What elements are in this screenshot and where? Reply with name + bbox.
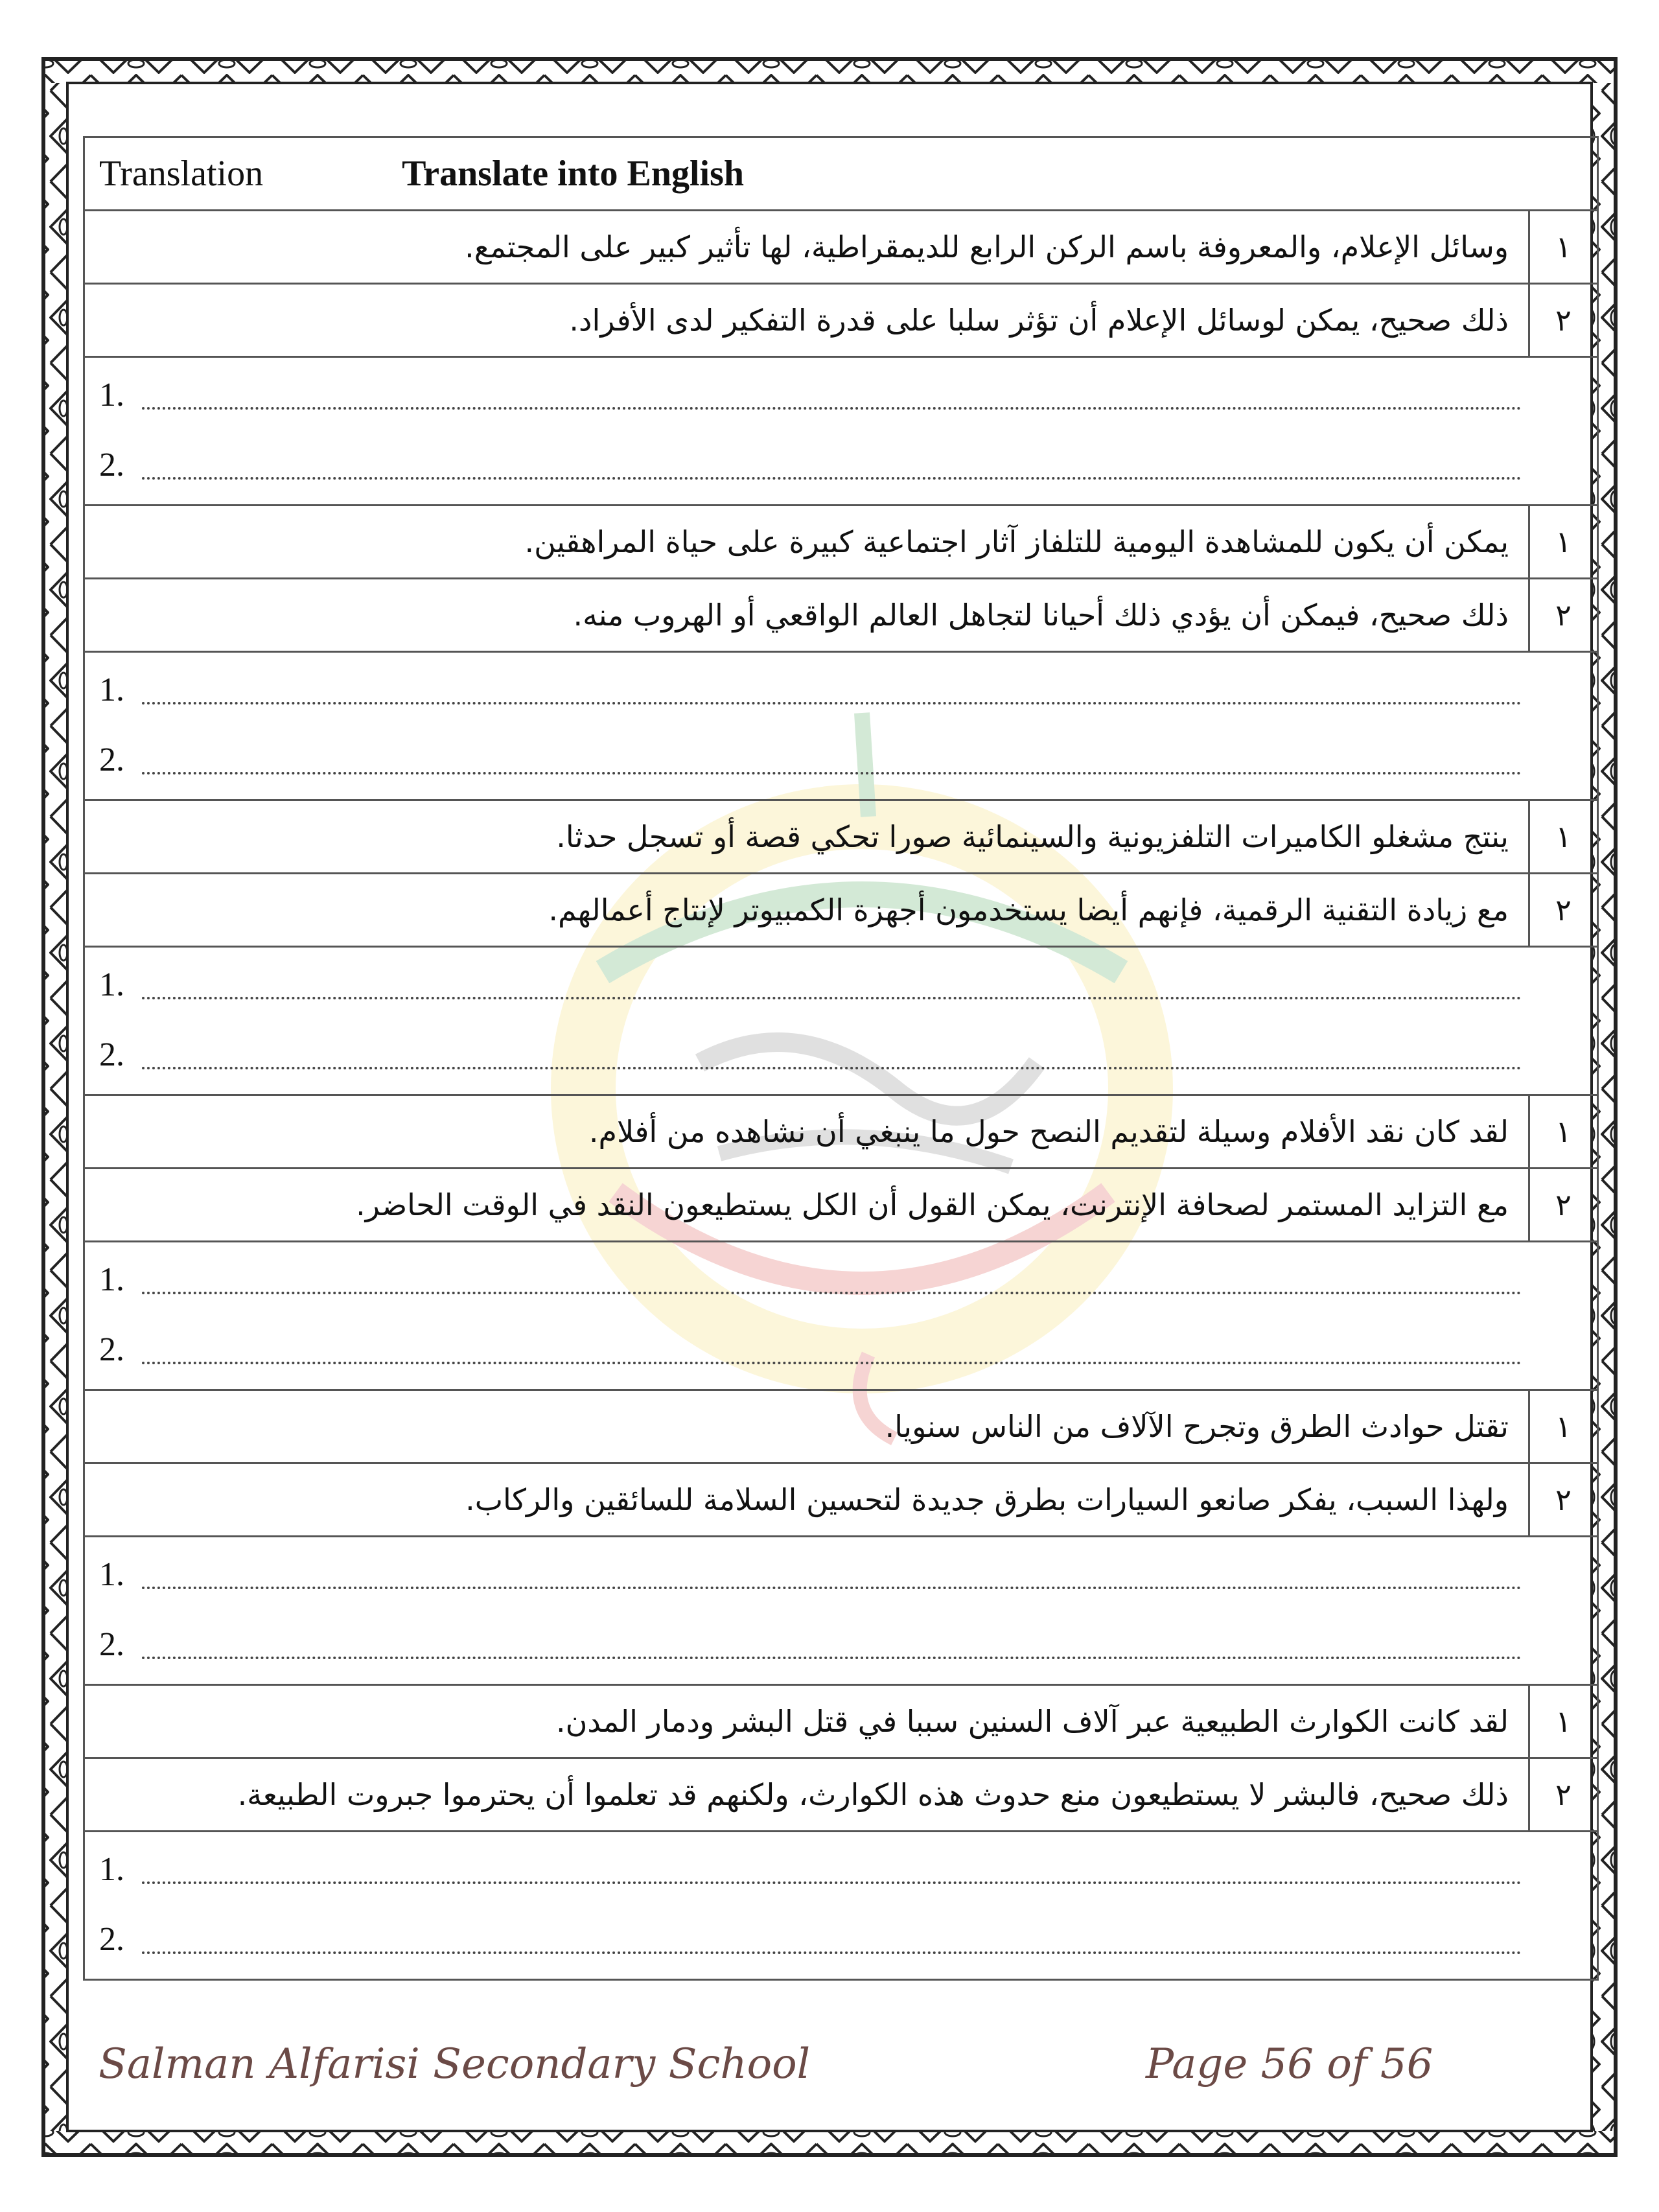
section-label: Translation	[99, 154, 264, 194]
dotted-answer-line	[142, 1292, 1522, 1294]
arabic-sentence: لقد كان نقد الأفلام وسيلة لتقديم النصح حول ما ينبغي أن نشاهده من أفلام.	[84, 1095, 1529, 1169]
sentence-number: ٢	[1529, 1758, 1598, 1832]
answer-line[interactable]	[85, 1537, 1597, 1607]
answer-cell	[84, 652, 1598, 800]
answer-line-number: 2.	[99, 741, 124, 778]
dotted-answer-line	[142, 1951, 1522, 1954]
translation-table	[83, 136, 1599, 1981]
dotted-answer-line	[142, 1067, 1522, 1069]
dotted-answer-line	[142, 772, 1522, 774]
arabic-sentence: ذلك صحيح، فالبشر لا يستطيعون منع حدوث هذه الكوارث، ولكنهم قد تعلموا أن يحترموا جبروت الطبيعة.	[84, 1758, 1529, 1832]
dotted-answer-line	[142, 407, 1522, 410]
arabic-sentence: وسائل الإعلام، والمعروفة باسم الركن الرابع للديمقراطية، لها تأثير كبير على المجتمع.	[84, 211, 1529, 284]
sentence-number: ٢	[1529, 284, 1598, 357]
sentence-row	[84, 1095, 1598, 1169]
answer-line-number: 1.	[99, 1261, 124, 1298]
answer-line-number: 1.	[99, 966, 124, 1003]
answer-line-number: 2.	[99, 1036, 124, 1073]
sentence-number: ١	[1529, 506, 1598, 579]
answer-cell	[84, 1832, 1598, 1980]
answer-line-number: 1.	[99, 377, 124, 413]
sentence-row	[84, 1463, 1598, 1537]
sentence-number: ١	[1529, 1390, 1598, 1463]
sentence-row	[84, 579, 1598, 652]
answer-line-number: 2.	[99, 447, 124, 483]
dotted-answer-line	[142, 997, 1522, 999]
sentence-row	[84, 1169, 1598, 1242]
arabic-sentence: ذلك صحيح، يمكن لوسائل الإعلام أن تؤثر سلبا على قدرة التفكير لدى الأفراد.	[84, 284, 1529, 357]
arabic-sentence: مع زيادة التقنية الرقمية، فإنهم أيضا يستخدمون أجهزة الكمبيوتر لإنتاج أعمالهم.	[84, 874, 1529, 947]
sentence-row	[84, 1758, 1598, 1832]
arabic-sentence: مع التزايد المستمر لصحافة الإنترنت، يمكن القول أن الكل يستطيعون النقد في الوقت الحاضر.	[84, 1169, 1529, 1242]
answer-line-number: 2.	[99, 1331, 124, 1368]
sentence-row	[84, 506, 1598, 579]
header-cell	[84, 137, 1598, 211]
sentence-row	[84, 1685, 1598, 1758]
answer-line[interactable]	[85, 723, 1597, 793]
sentence-number: ٢	[1529, 1463, 1598, 1537]
arabic-sentence: تقتل حوادث الطرق وتجرح الآلاف من الناس سنويا.	[84, 1390, 1529, 1463]
answer-line-number: 2.	[99, 1626, 124, 1663]
answer-row	[84, 947, 1598, 1095]
sentence-number: ٢	[1529, 1169, 1598, 1242]
answer-row	[84, 357, 1598, 506]
answer-line[interactable]	[85, 358, 1597, 428]
dotted-answer-line	[142, 1587, 1522, 1589]
sentence-row	[84, 211, 1598, 284]
answer-line[interactable]	[85, 1018, 1597, 1088]
answer-line[interactable]	[85, 948, 1597, 1018]
footer-page-number: Page 56 of 56	[1146, 2040, 1433, 2088]
sentence-number: ١	[1529, 1685, 1598, 1758]
sentence-row	[84, 800, 1598, 874]
arabic-sentence: يمكن أن يكون للمشاهدة اليومية للتلفاز آثار اجتماعية كبيرة على حياة المراهقين.	[84, 506, 1529, 579]
answer-line[interactable]	[85, 1242, 1597, 1312]
answer-line[interactable]	[85, 1902, 1597, 1972]
answer-line[interactable]	[85, 653, 1597, 723]
arabic-sentence: ولهذا السبب، يفكر صانعو السيارات بطرق جديدة لتحسين السلامة للسائقين والركاب.	[84, 1463, 1529, 1537]
answer-line[interactable]	[85, 1832, 1597, 1902]
answer-line-number: 1.	[99, 671, 124, 708]
answer-line-number: 1.	[99, 1556, 124, 1593]
dotted-answer-line	[142, 477, 1522, 480]
footer-school-name: Salman Alfarisi Secondary School	[99, 2040, 811, 2088]
arabic-sentence: ذلك صحيح، فيمكن أن يؤدي ذلك أحيانا لتجاهل العالم الواقعي أو الهروب منه.	[84, 579, 1529, 652]
answer-line-number: 1.	[99, 1851, 124, 1888]
answer-row	[84, 1537, 1598, 1685]
answer-cell	[84, 1537, 1598, 1685]
answer-line[interactable]	[85, 428, 1597, 498]
sentence-number: ١	[1529, 1095, 1598, 1169]
table-header-row	[84, 137, 1598, 211]
dotted-answer-line	[142, 1881, 1522, 1884]
section-title: Translate into English	[402, 154, 745, 194]
answer-row	[84, 1832, 1598, 1980]
sentence-number: ١	[1529, 211, 1598, 284]
sentence-row	[84, 284, 1598, 357]
answer-cell	[84, 357, 1598, 506]
dotted-answer-line	[142, 1362, 1522, 1364]
sentence-number: ٢	[1529, 874, 1598, 947]
answer-line-number: 2.	[99, 1921, 124, 1958]
dotted-answer-line	[142, 1657, 1522, 1659]
sentence-row	[84, 874, 1598, 947]
dotted-answer-line	[142, 702, 1522, 704]
answer-line[interactable]	[85, 1607, 1597, 1677]
answer-row	[84, 1242, 1598, 1390]
sentence-row	[84, 1390, 1598, 1463]
answer-cell	[84, 947, 1598, 1095]
answer-cell	[84, 1242, 1598, 1390]
sentence-number: ٢	[1529, 579, 1598, 652]
answer-line[interactable]	[85, 1312, 1597, 1382]
sentence-number: ١	[1529, 800, 1598, 874]
arabic-sentence: ينتج مشغلو الكاميرات التلفزيونية والسينمائية صورا تحكي قصة أو تسجل حدثا.	[84, 800, 1529, 874]
answer-row	[84, 652, 1598, 800]
arabic-sentence: لقد كانت الكوارث الطبيعية عبر آلاف السنين سببا في قتل البشر ودمار المدن.	[84, 1685, 1529, 1758]
